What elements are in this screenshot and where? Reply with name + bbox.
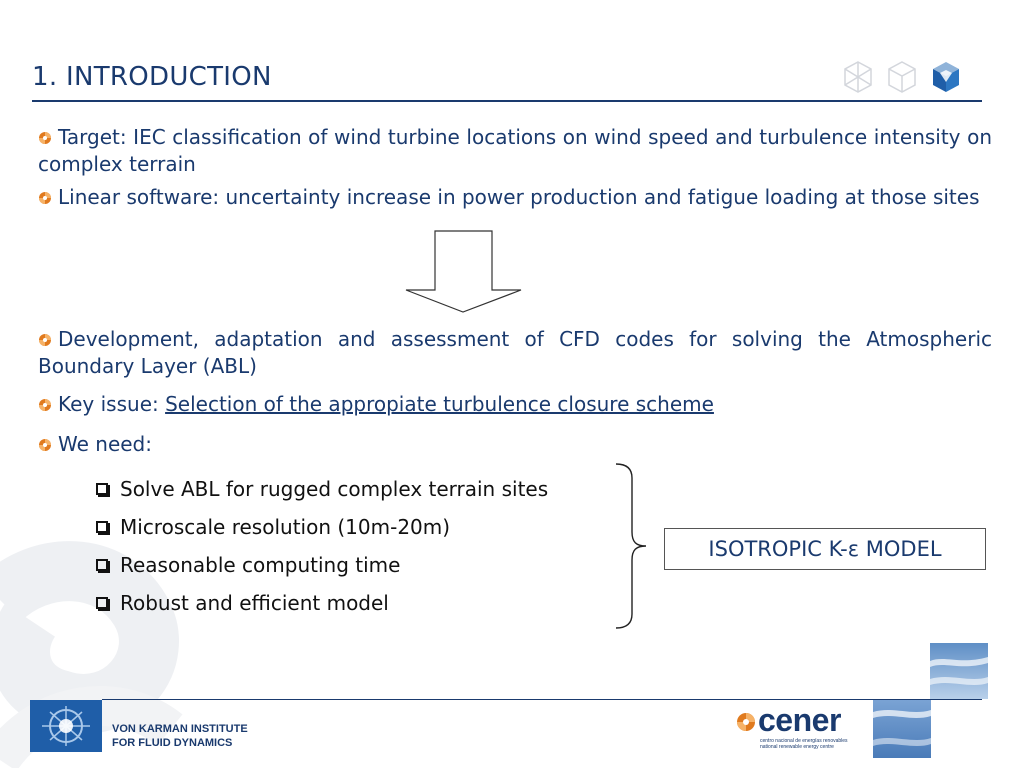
cener-wordmark: cener (758, 702, 841, 738)
cube-outline-icon (887, 60, 917, 94)
swirl-bullet-icon (38, 131, 52, 145)
model-box: ISOTROPIC K-ε MODEL (664, 528, 986, 570)
bullet-development (38, 326, 992, 380)
swirl-bullet-icon (38, 438, 52, 452)
footer-divider (102, 699, 982, 700)
swirl-bullet-icon (38, 333, 52, 347)
swirl-bullet-icon (38, 398, 52, 412)
bullet-linear-software (38, 184, 992, 211)
swirl-bullet-icon (38, 191, 52, 205)
slide-title: 1. INTRODUCTION (32, 62, 272, 92)
list-item: Microscale resolution (10m-20m) (96, 508, 548, 546)
checkbox-bullet-icon (96, 597, 108, 609)
bullet-text: Linear software: uncertainty increase in power production and fatigue loading at those sites (58, 185, 980, 209)
cener-subtitle: centro nacional de energías renovables national renewable energy centre (760, 738, 848, 750)
bullet-text: Development, adaptation and assessment of CFD codes for solving the Atmospheric Boundary Layer (ABL) (38, 327, 992, 378)
vki-name: VON KARMAN INSTITUTE FOR FLUID DYNAMICS (112, 723, 248, 749)
sky-image (873, 700, 931, 758)
vki-logo-icon (30, 700, 102, 752)
header-icons (843, 60, 961, 94)
bullet-prefix: Key issue: (58, 392, 166, 416)
checkbox-bullet-icon (96, 559, 108, 571)
bullet-we-need (38, 431, 992, 458)
bullet-text: We need: (58, 432, 152, 456)
list-item: Reasonable computing time (96, 546, 548, 584)
bullet-key-issue (38, 391, 992, 418)
curly-brace-icon (612, 462, 652, 630)
title-divider (32, 100, 982, 102)
turbulence-closure-link[interactable]: Selection of the appropiate turbulence closure scheme (165, 392, 714, 416)
bullet-target (38, 124, 992, 178)
cube-3d-icon (931, 60, 961, 94)
bullet-text: Target: IEC classification of wind turbine locations on wind speed and turbulence intensity on complex terrain (38, 125, 992, 176)
down-arrow-icon (405, 230, 523, 314)
sky-image (930, 643, 988, 699)
list-item: Robust and efficient model (96, 584, 548, 622)
list-item: Solve ABL for rugged complex terrain sites (96, 470, 548, 508)
cube-outline-icon (843, 60, 873, 94)
needs-list (96, 470, 548, 622)
checkbox-bullet-icon (96, 483, 108, 495)
checkbox-bullet-icon (96, 521, 108, 533)
cener-logo-icon (736, 712, 756, 732)
